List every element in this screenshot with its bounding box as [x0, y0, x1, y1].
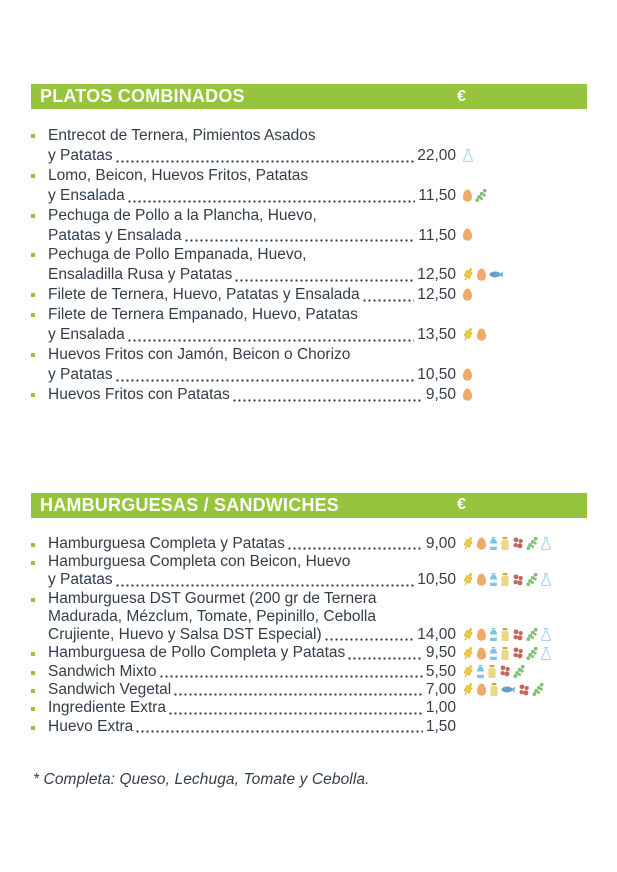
menu-item	[31, 644, 456, 662]
item-text: y Ensalada	[48, 186, 125, 204]
item-price: 9,50	[425, 385, 456, 403]
menu-item	[31, 681, 456, 699]
bullet-icon	[31, 313, 35, 317]
bullet-icon	[31, 134, 35, 138]
soy-allergen-icon	[475, 188, 487, 202]
item-text-line: Madurada, Mézclum, Tomate, Pepinillo, Cebolla	[48, 607, 376, 625]
item-price: 11,50	[418, 226, 456, 244]
item-price-line	[48, 681, 456, 699]
menu-item	[31, 305, 456, 345]
milk-allergen-icon	[489, 646, 498, 660]
menu-item-body	[48, 206, 456, 246]
menu-item	[31, 345, 456, 385]
allergen-icons	[462, 188, 487, 202]
item-price-line	[48, 365, 456, 385]
menu-item	[31, 553, 456, 590]
dot-leader	[232, 399, 423, 402]
soy-allergen-icon	[532, 683, 544, 697]
milk-allergen-icon	[489, 628, 498, 642]
soy-allergen-icon	[526, 536, 538, 550]
section-title: PLATOS COMBINADOS	[40, 86, 245, 106]
item-text-line: Filete de Ternera Empanado, Huevo, Patatas	[48, 306, 358, 324]
egg-allergen-icon	[462, 288, 473, 302]
item-text-line: Hamburguesa DST Gourmet (200 gr de Ternera	[48, 589, 377, 607]
footnote: * Completa: Queso, Lechuga, Tomate y Cebolla.	[33, 770, 370, 788]
gluten-allergen-icon	[462, 573, 474, 587]
menu-item	[31, 699, 456, 717]
dot-leader	[324, 638, 415, 641]
allergen-icons	[462, 628, 552, 642]
allergen-icons	[462, 664, 525, 678]
section-header-bar	[31, 84, 587, 109]
bullet-icon	[31, 353, 35, 357]
item-text: Filete de Ternera, Huevo, Patatas y Ensalada	[48, 286, 360, 304]
item-text: Ensaladilla Rusa y Patatas	[48, 266, 233, 284]
item-text: y Patatas	[48, 146, 113, 164]
item-price: 1,00	[425, 699, 456, 717]
menu-item	[31, 718, 456, 736]
menu-item	[31, 206, 456, 246]
item-price: 12,50	[417, 266, 456, 284]
item-price-line	[48, 226, 456, 246]
item-price: 12,50	[417, 286, 456, 304]
dot-leader	[287, 547, 423, 550]
allergen-icons	[462, 536, 552, 550]
item-price: 11,50	[418, 186, 456, 204]
bullet-icon	[31, 293, 35, 297]
allergen-icons	[462, 288, 473, 302]
mustard-allergen-icon	[500, 628, 510, 642]
menu-item-body	[48, 285, 456, 305]
dot-leader	[173, 693, 423, 696]
dot-leader	[234, 279, 414, 282]
item-text: Huevo Extra	[48, 717, 134, 735]
dot-leader	[127, 339, 415, 342]
allergen-icons	[462, 367, 473, 381]
menu-item	[31, 385, 456, 405]
milk-allergen-icon	[489, 536, 498, 550]
menu-items-list	[31, 535, 456, 736]
item-price: 9,50	[425, 644, 456, 662]
item-price-line	[48, 571, 456, 589]
mustard-allergen-icon	[500, 573, 510, 587]
menu-item-body	[48, 663, 456, 681]
item-text-line: Entrecot de Ternera, Pimientos Asados	[48, 127, 316, 144]
item-price: 14,00	[417, 626, 456, 644]
item-price-line	[48, 146, 456, 166]
milk-allergen-icon	[476, 664, 485, 678]
allergen-icons	[462, 228, 473, 242]
nuts-allergen-icon	[512, 628, 524, 641]
gluten-allergen-icon	[462, 683, 474, 697]
allergen-icons	[462, 327, 487, 341]
allergen-icons	[462, 268, 504, 282]
nuts-allergen-icon	[499, 665, 511, 678]
sulfites-allergen-icon	[540, 573, 552, 587]
menu-item-body	[48, 126, 456, 166]
menu-item	[31, 126, 456, 166]
bullet-icon	[31, 652, 35, 656]
bullet-icon	[31, 561, 35, 565]
menu-item-body	[48, 718, 456, 736]
menu-item-body	[48, 553, 456, 590]
mustard-allergen-icon	[500, 646, 510, 660]
dot-leader	[115, 379, 415, 382]
item-text-line: Lomo, Beicon, Huevos Fritos, Patatas	[48, 166, 309, 184]
menu-item-body	[48, 590, 456, 645]
bullet-icon	[31, 598, 35, 602]
bullet-icon	[31, 707, 35, 711]
item-text: Hamburguesa de Pollo Completa y Patatas	[48, 644, 346, 662]
dot-leader	[168, 712, 423, 715]
egg-allergen-icon	[462, 367, 473, 381]
sulfites-allergen-icon	[540, 646, 552, 660]
menu-item-body	[48, 385, 456, 405]
mustard-allergen-icon	[500, 536, 510, 550]
gluten-allergen-icon	[462, 327, 474, 341]
bullet-icon	[31, 543, 35, 547]
gluten-allergen-icon	[462, 628, 474, 642]
bullet-icon	[31, 671, 35, 675]
dot-leader	[115, 584, 415, 587]
fish-allergen-icon	[489, 270, 504, 280]
item-text-line: Hamburguesa Completa con Beicon, Huevo	[48, 552, 351, 570]
menu-item-body	[48, 166, 456, 206]
item-price-line	[48, 663, 456, 681]
item-text-line: Pechuga de Pollo a la Plancha, Huevo,	[48, 206, 317, 224]
gluten-allergen-icon	[462, 536, 474, 550]
bullet-icon	[31, 689, 35, 693]
dot-leader	[127, 200, 416, 203]
egg-allergen-icon	[476, 646, 487, 660]
euro-symbol: €	[457, 496, 466, 514]
menu-item	[31, 590, 456, 645]
menu-item-body	[48, 699, 456, 717]
egg-allergen-icon	[476, 573, 487, 587]
section-platos-combinados	[31, 84, 586, 405]
item-text: Hamburguesa Completa y Patatas	[48, 534, 285, 552]
menu-item-body	[48, 644, 456, 662]
item-text: Crujiente, Huevo y Salsa DST Especial)	[48, 626, 322, 644]
item-price-line	[48, 385, 456, 405]
item-price-line	[48, 718, 456, 736]
section-hamburguesas-sandwiches	[31, 493, 586, 736]
menu-item-body	[48, 681, 456, 699]
menu-item	[31, 663, 456, 681]
sulfites-allergen-icon	[540, 628, 552, 642]
euro-symbol: €	[457, 87, 466, 105]
item-price-line	[48, 535, 456, 553]
section-title: HAMBURGUESAS / SANDWICHES	[40, 494, 340, 515]
item-price-line	[48, 644, 456, 662]
mustard-allergen-icon	[487, 664, 497, 678]
item-text: Sandwich Mixto	[48, 662, 157, 680]
item-price: 1,50	[425, 717, 456, 735]
item-price: 5,50	[425, 662, 456, 680]
egg-allergen-icon	[476, 628, 487, 642]
sulfites-allergen-icon	[540, 536, 552, 550]
gluten-allergen-icon	[462, 268, 474, 282]
item-text: Huevos Fritos con Patatas	[48, 385, 230, 403]
item-price-line	[48, 186, 456, 206]
gluten-allergen-icon	[462, 646, 474, 660]
egg-allergen-icon	[476, 327, 487, 341]
menu-item-body	[48, 345, 456, 385]
allergen-icons	[462, 573, 552, 587]
item-text-line: Pechuga de Pollo Empanada, Huevo,	[48, 246, 307, 264]
menu-item-body	[48, 245, 456, 285]
item-price: 9,00	[425, 534, 456, 552]
menu-item-body	[48, 305, 456, 345]
item-price: 13,50	[417, 326, 456, 344]
nuts-allergen-icon	[518, 683, 530, 696]
item-text: y Ensalada	[48, 326, 125, 344]
nuts-allergen-icon	[512, 647, 524, 660]
item-price: 10,50	[417, 365, 456, 383]
bullet-icon	[31, 174, 35, 178]
gluten-allergen-icon	[462, 664, 474, 678]
item-price: 10,50	[417, 571, 456, 589]
menu-item-body	[48, 535, 456, 553]
menu-item	[31, 535, 456, 553]
soy-allergen-icon	[513, 664, 525, 678]
dot-leader	[115, 160, 415, 163]
item-text: Patatas y Ensalada	[48, 226, 182, 244]
allergen-icons	[462, 148, 474, 162]
bullet-icon	[31, 726, 35, 730]
item-price-line	[48, 325, 456, 345]
item-text: y Patatas	[48, 365, 113, 383]
sulfites-allergen-icon	[462, 148, 474, 162]
egg-allergen-icon	[476, 683, 487, 697]
nuts-allergen-icon	[512, 573, 524, 586]
dot-leader	[159, 675, 423, 678]
menu-item	[31, 245, 456, 285]
egg-allergen-icon	[462, 228, 473, 242]
dot-leader	[184, 239, 416, 242]
bullet-icon	[31, 253, 35, 257]
item-text: Ingrediente Extra	[48, 699, 167, 717]
nuts-allergen-icon	[512, 537, 524, 550]
item-price: 7,00	[425, 681, 456, 699]
allergen-icons	[462, 683, 544, 697]
allergen-icons	[462, 387, 473, 401]
bullet-icon	[31, 214, 35, 218]
menu-item	[31, 166, 456, 206]
item-text: y Patatas	[48, 571, 113, 589]
item-price-line	[48, 265, 456, 285]
item-price-line	[48, 699, 456, 717]
soy-allergen-icon	[526, 573, 538, 587]
dot-leader	[362, 299, 415, 302]
item-price-line	[48, 626, 456, 644]
egg-allergen-icon	[462, 387, 473, 401]
item-price: 22,00	[417, 146, 456, 164]
dot-leader	[135, 730, 423, 733]
section-header-bar	[31, 493, 587, 518]
egg-allergen-icon	[476, 268, 487, 282]
bullet-icon	[31, 393, 35, 397]
soy-allergen-icon	[526, 646, 538, 660]
dot-leader	[347, 657, 423, 660]
item-text-line: Huevos Fritos con Jamón, Beicon o Chorizo	[48, 345, 351, 363]
allergen-icons	[462, 646, 552, 660]
item-price-line	[48, 285, 456, 305]
item-text: Sandwich Vegetal	[48, 681, 172, 699]
menu-items-list	[31, 126, 456, 405]
soy-allergen-icon	[526, 628, 538, 642]
fish-allergen-icon	[501, 685, 516, 695]
mustard-allergen-icon	[489, 683, 499, 697]
egg-allergen-icon	[476, 536, 487, 550]
egg-allergen-icon	[462, 188, 473, 202]
milk-allergen-icon	[489, 573, 498, 587]
menu-item	[31, 285, 456, 305]
